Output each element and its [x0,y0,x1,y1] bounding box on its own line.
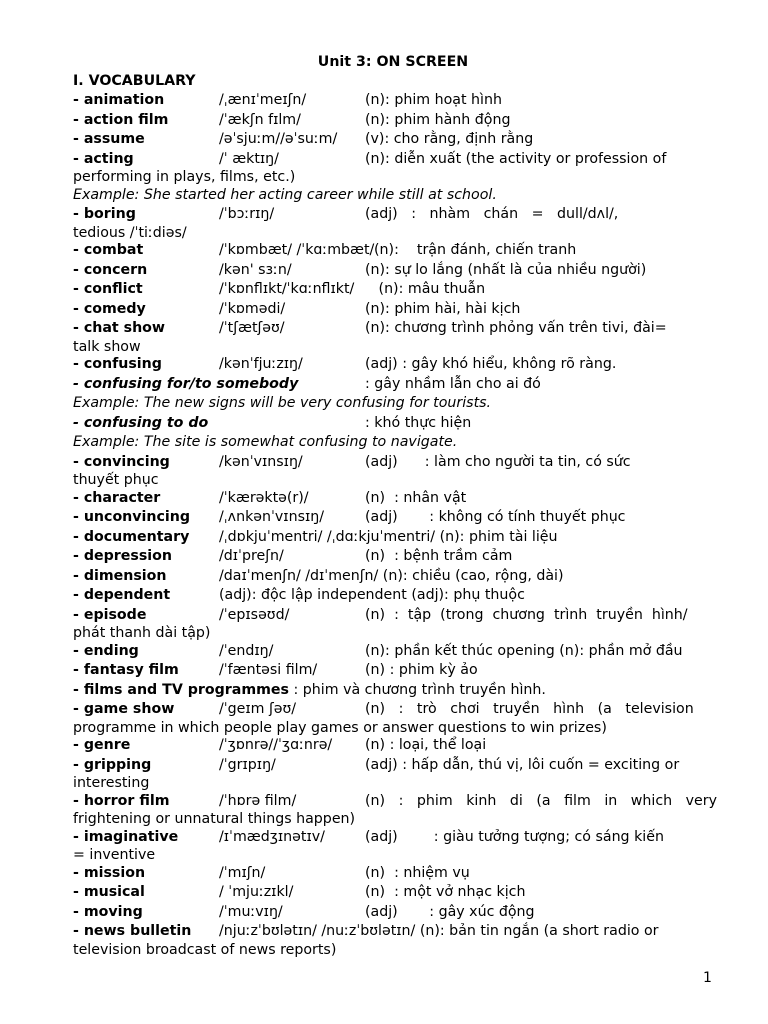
vocab-entry [73,792,717,828]
vocab-entry-text [73,792,717,828]
vocab-pronunciation: /ˌænɪˈmeɪʃn/ [219,92,307,108]
vocab-meaning: (n) : phim kinh di (a film in which very [365,792,717,809]
vocab-word: - moving [73,903,143,920]
vocab-entry [73,300,713,320]
vocab-word: - convincing [73,453,170,470]
example-sentence: Example: The new signs will be very confusing for tourists. [73,395,492,411]
vocab-entry [73,355,713,375]
vocab-pronunciation: / ˈmjuːzɪkl/ [219,884,294,900]
vocab-meaning-continued: phát thanh dài tập) [73,625,211,641]
vocab-pronunciation: /ˈtʃætʃəʊ/ [219,320,285,336]
vocab-entry [73,375,713,395]
vocabulary-list [73,91,717,958]
vocab-entry [73,111,713,131]
vocab-pronunciation: (adj): độc lập independent (adj): phụ thuộc [219,587,525,603]
vocab-entry [73,642,713,662]
vocab-entry [73,756,713,792]
vocab-word: - gripping [73,756,152,773]
vocab-meaning: (n) : trò chơi truyền hình (a television [365,701,694,717]
vocab-meaning: (adj) : giàu tưởng tượng; có sáng kiến [365,828,664,845]
vocab-meaning: (adj) : gây xúc động [365,903,535,920]
vocab-meaning-continued: = inventive [73,847,156,863]
vocab-entry-text [73,150,713,186]
vocab-meaning: (n) : bệnh trầm cảm [365,548,513,564]
vocab-meaning: (n): phim hoạt hình [365,92,502,108]
vocab-word: - conflict [73,281,143,297]
vocab-entry [73,922,713,958]
vocab-meaning-continued: performing in plays, films, etc.) [73,169,296,185]
vocab-entry-text [73,756,713,792]
vocab-entry [73,414,713,434]
vocab-meaning: : phim và chương trình truyền hình. [289,681,546,698]
vocab-word: - comedy [73,300,146,317]
vocab-word: - acting [73,150,134,167]
vocab-pronunciation: /ˈkɒmbæt/ /ˈkɑːmbæt/ [219,242,375,258]
vocab-word: - game show [73,701,175,717]
vocab-meaning: (adj) : không có tính thuyết phục [365,509,626,525]
vocab-pronunciation: /ˈepɪsəʊd/ [219,606,290,623]
vocab-pronunciation: /ˈgrɪpɪŋ/ [219,756,276,773]
vocab-meaning: (n): chương trình phỏng vấn trên tivi, đài= [365,320,667,336]
vocab-pronunciation: /ˈmɪʃn/ [219,864,266,881]
vocab-pronunciation: /ˈʒɒnrə//ˈʒɑːnrə/ [219,737,333,753]
vocab-entry-text [73,319,713,355]
section-heading: I. VOCABULARY [73,73,196,89]
vocab-word: - action film [73,111,169,128]
vocab-meaning: (n): mâu thuẫn [365,281,486,297]
vocab-word: - films and TV programmes [73,681,289,698]
vocab-meaning: (adj) : hấp dẫn, thú vị, lôi cuốn = exciting or [365,756,680,773]
vocab-entry [73,130,713,150]
vocab-pronunciation: /ˈækʃn fɪlm/ [219,111,301,128]
vocab-entry-text [73,205,713,241]
vocab-meaning-continued: talk show [73,338,141,355]
vocab-pronunciation: /dɪˈpreʃn/ [219,548,284,564]
vocab-word: - genre [73,737,131,753]
vocab-entry [73,661,713,681]
vocab-word: - dependent [73,587,171,603]
vocab-meaning: : gây nhầm lẫn cho ai đó [365,375,541,392]
vocab-entry [73,681,713,701]
vocab-pronunciation: /ˈkɒnflɪkt/ˈkɑːnflɪkt/ [219,281,355,297]
vocab-meaning: : khó thực hiện [365,414,472,431]
vocab-entry [73,828,713,864]
vocab-pronunciation: /ˈfæntəsi film/ [219,662,318,678]
vocab-entry [73,205,713,241]
vocab-entry [73,547,713,567]
vocab-entry [73,280,713,300]
vocab-entry [73,567,713,587]
vocab-word: - mission [73,864,146,881]
vocab-meaning: (n) : nhân vật [365,489,467,506]
example-sentence: Example: She started her acting career while still at school. [73,186,497,203]
vocab-entry [73,736,713,756]
vocab-phrase: - confusing for/to somebody [73,375,299,392]
vocab-meaning: (n): phần kết thúc opening (n): phần mở đầu [365,642,683,659]
vocab-word: - depression [73,548,172,564]
vocab-meaning: (n) : phim kỳ ảo [365,662,478,678]
vocab-meaning: (n): phim hài, hài kịch [365,300,521,317]
vocab-entry-text [73,453,713,489]
vocab-pronunciation: /ˈgeɪm ʃəʊ/ [219,701,297,717]
vocab-word: - unconvincing [73,509,191,525]
vocab-entry [73,586,713,606]
vocab-meaning: (n): trận đánh, chiến tranh [365,242,577,258]
example-sentence: Example: The site is somewhat confusing to navigate. [73,434,458,450]
page-number: 1 [703,970,712,986]
vocab-word: - fantasy film [73,662,179,678]
vocab-word: - assume [73,131,145,147]
vocab-meaning: (adj) : gây khó hiểu, không rõ ràng. [365,356,617,372]
vocab-word: - character [73,489,161,506]
vocab-word: - documentary [73,528,190,545]
vocab-pronunciation: /ˈkɒmədi/ [219,300,286,317]
vocab-word: - musical [73,884,145,900]
vocab-entry [73,91,713,111]
vocab-word: - ending [73,642,139,659]
vocab-pronunciation: /ˈ æktɪŋ/ [219,150,279,167]
unit-title: Unit 3: ON SCREEN [317,54,469,70]
vocab-pronunciation: /kənˈvɪnsɪŋ/ [219,453,303,470]
vocab-word: - boring [73,206,136,222]
vocab-entry-text [73,828,713,864]
vocab-entry [73,150,713,186]
vocab-entry [73,864,713,884]
vocab-meaning: (adj) : nhàm chán = dull/dʌl/, [365,206,619,222]
vocab-meaning: (n) : một vở nhạc kịch [365,884,526,900]
vocab-entry [73,489,713,509]
vocab-word: - imaginative [73,828,179,845]
vocab-pronunciation: /daɪˈmenʃn/ /dɪˈmenʃn/ (n): chiều (cao, rộng, dài) [219,567,564,584]
vocab-pronunciation: /ˌʌnkənˈvɪnsɪŋ/ [219,509,324,525]
vocab-pronunciation: /kən' sɜːn/ [219,261,292,278]
vocab-meaning: (n) : nhiệm vụ [365,864,470,881]
vocab-entry [73,700,713,736]
vocab-meaning: (v): cho rằng, định rằng [365,131,534,147]
vocab-word: - news bulletin [73,923,192,939]
vocab-word: - animation [73,92,165,108]
vocab-word: - chat show [73,320,166,336]
vocab-meaning-continued: programme in which people play games or answer questions to win prizes) [73,719,607,736]
vocab-entry [73,319,713,355]
vocab-meaning: (n): phim hành động [365,111,511,128]
vocab-pronunciation: /ˈendɪŋ/ [219,642,274,659]
vocab-pronunciation: /ˈhɒrə film/ [219,792,297,809]
vocab-meaning: (n) : loại, thể loại [365,737,487,753]
vocab-meaning-continued: interesting [73,775,150,791]
vocab-entry-text [73,700,713,736]
vocab-meaning-continued: frightening or unnatural things happen) [73,811,356,827]
vocab-meaning: (n) : tập (trong chương trình truyền hình/ [365,606,688,623]
vocab-word: - confusing [73,356,162,372]
vocab-pronunciation: /ˌdɒkjuˈmentri/ /ˌdɑːkjuˈmentri/ (n): phim tài liệu [219,528,558,545]
vocab-meaning: (n): sự lo lắng (nhất là của nhiều người) [365,261,647,278]
vocab-meaning-continued: thuyết phục [73,472,159,488]
vocab-pronunciation: /njuːzˈbʊlətɪn/ /nuːzˈbʊlətɪn/ (n): bản tin ngắn (a short radio or [219,923,659,939]
vocab-word: - combat [73,242,144,258]
vocab-word: - dimension [73,567,167,584]
vocab-pronunciation: /əˈsjuːm//əˈsuːm/ [219,131,338,147]
vocab-entry [73,508,713,528]
vocab-entry [73,606,713,642]
vocab-entry [73,453,713,489]
vocab-pronunciation: /ˈbɔːrɪŋ/ [219,206,275,222]
vocab-meaning-continued: tedious /ˈtiːdiəs/ [73,224,187,241]
vocab-entry-text [73,922,713,958]
vocab-word: - horror film [73,792,170,809]
vocab-pronunciation: /ɪˈmædʒɪnətɪv/ [219,828,325,845]
vocab-word: - concern [73,261,148,278]
vocab-entry-text [73,606,713,642]
vocab-meaning-continued: television broadcast of news reports) [73,941,337,958]
vocab-pronunciation: /ˈmuːvɪŋ/ [219,903,283,920]
vocab-meaning: (adj) : làm cho người ta tin, có sức [365,453,631,470]
vocab-entry [73,883,713,903]
vocab-pronunciation: /ˈkærəktə(r)/ [219,489,309,506]
vocab-entry [73,903,713,923]
document-page [73,53,717,958]
vocab-entry [73,261,713,281]
vocab-entry [73,241,713,261]
vocab-meaning: (n): diễn xuất (the activity or profession of [365,150,667,167]
vocab-phrase: - confusing to do [73,414,209,431]
vocab-entry [73,528,713,548]
vocab-word: - episode [73,606,147,623]
vocab-pronunciation: /kənˈfjuːzɪŋ/ [219,356,303,372]
